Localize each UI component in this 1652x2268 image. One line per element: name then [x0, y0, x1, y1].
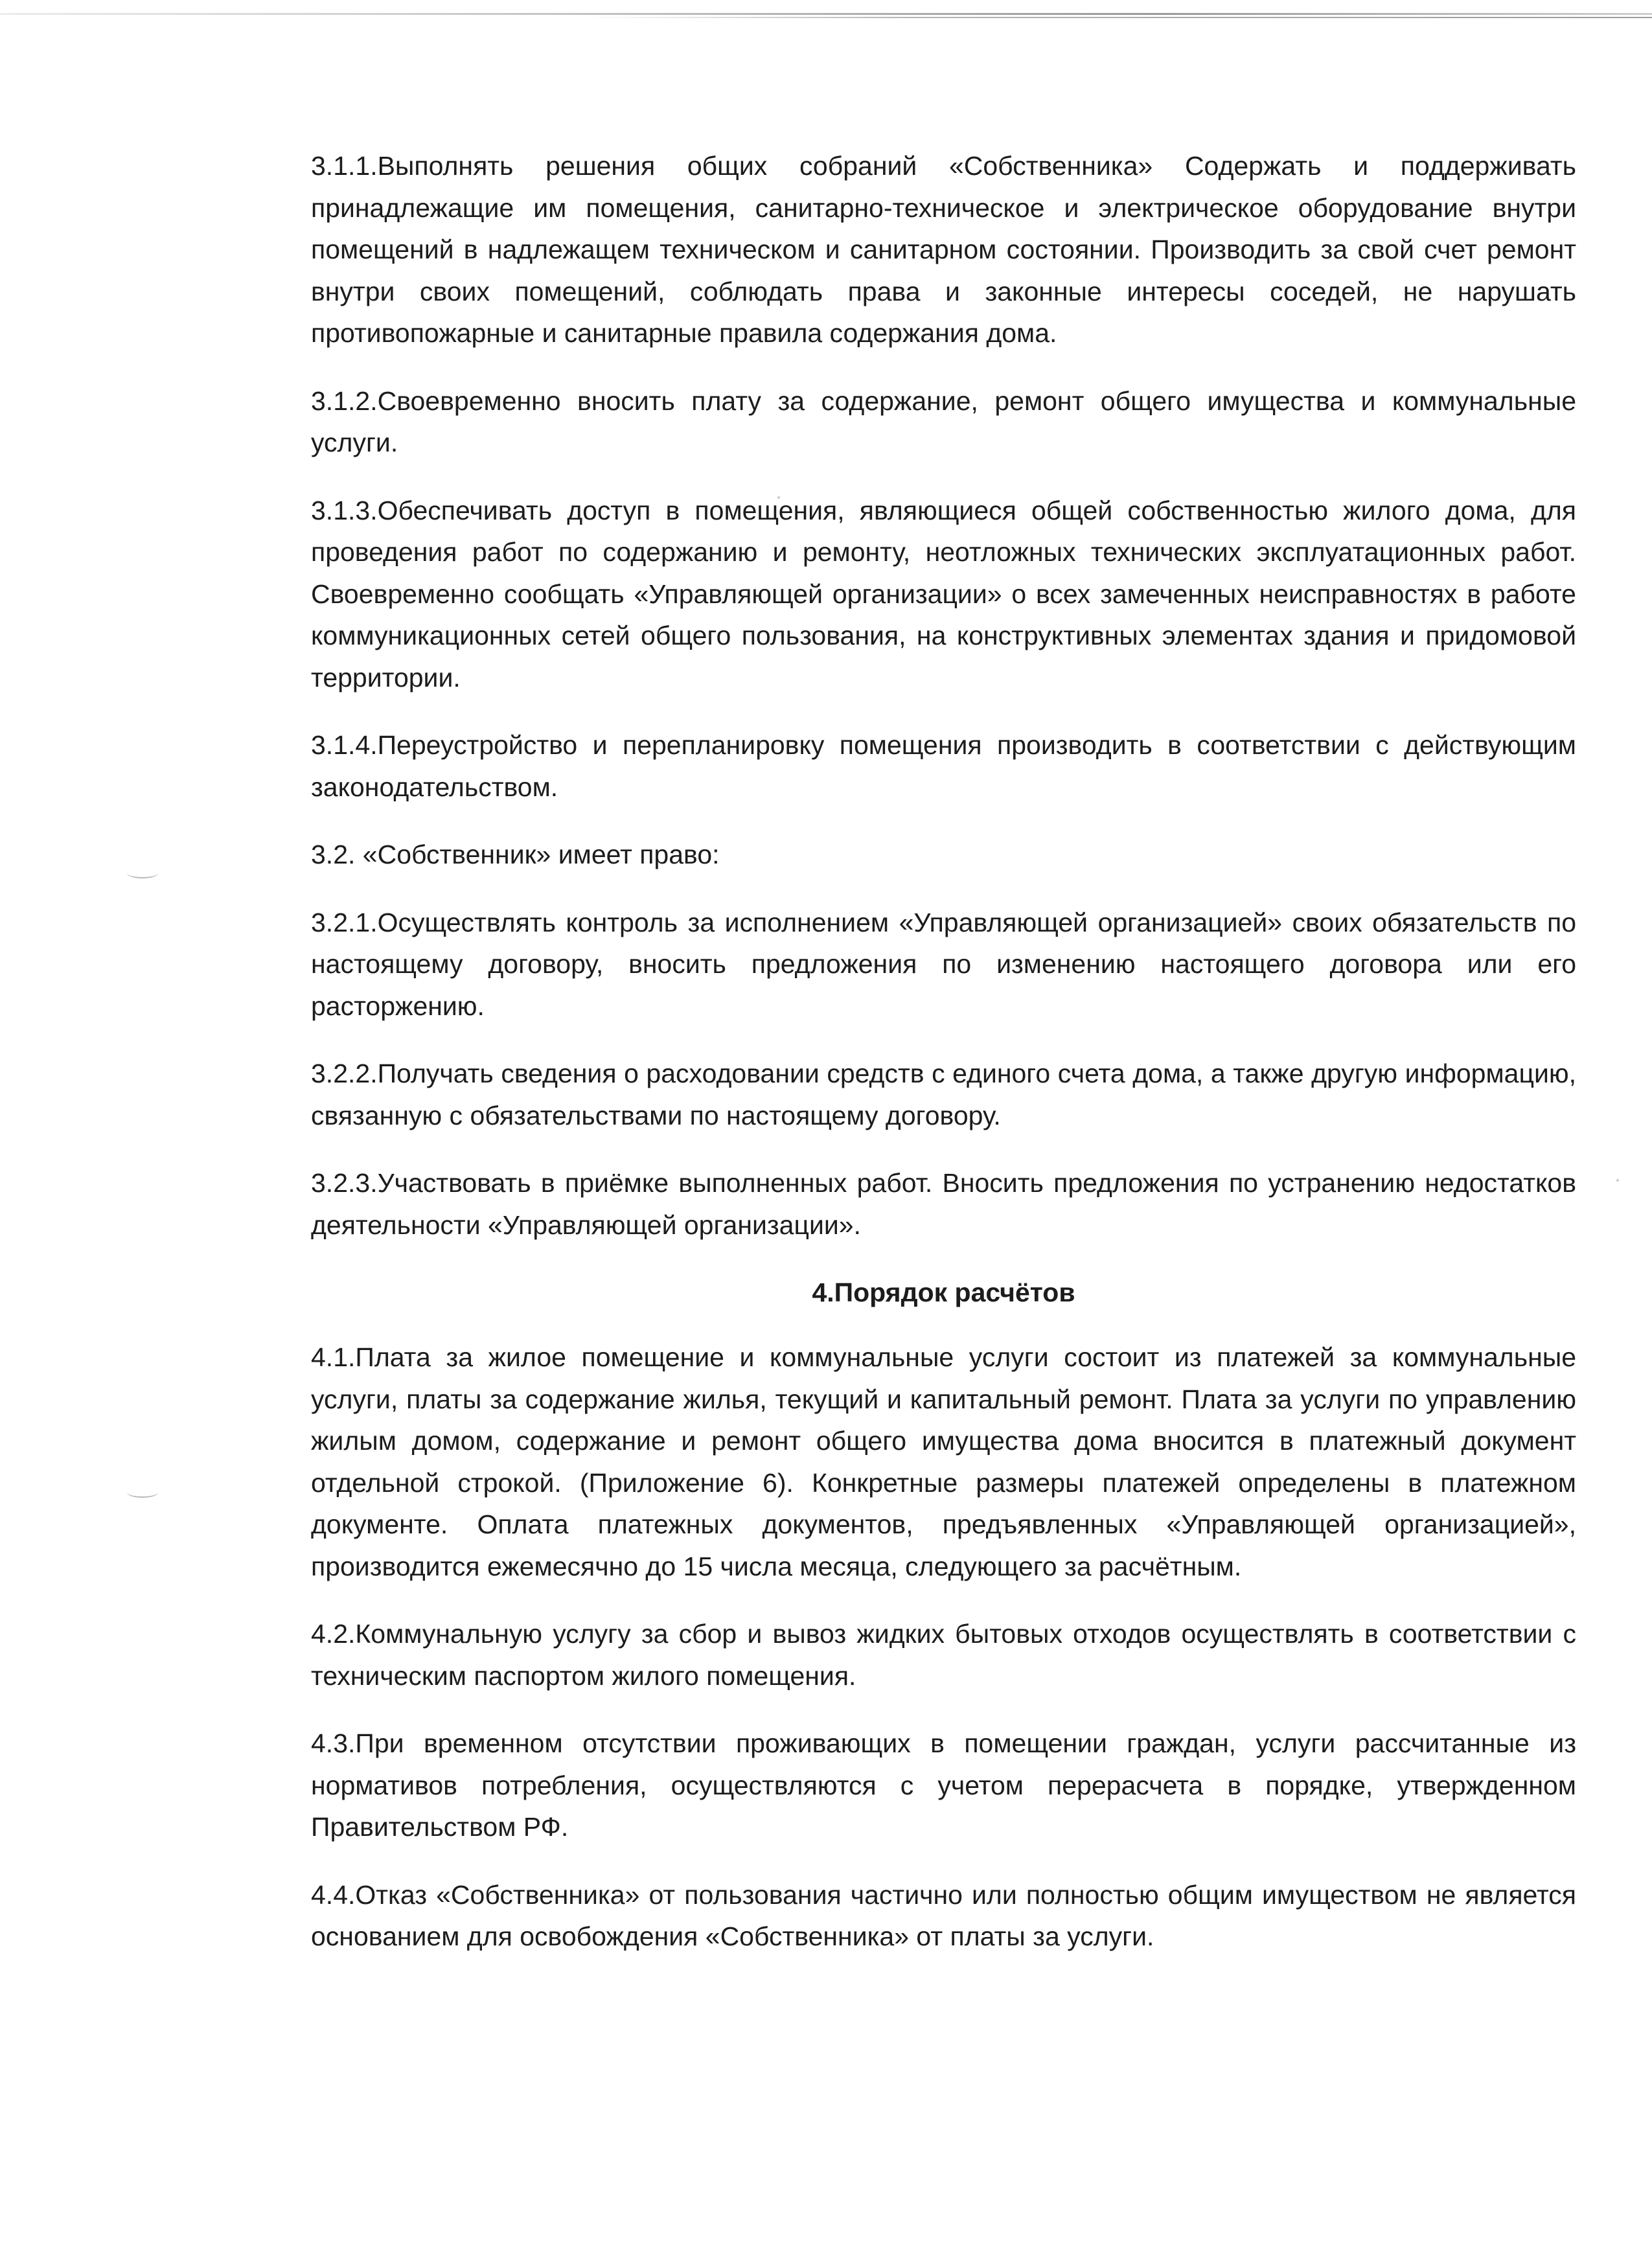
document-page	[311, 145, 1576, 1984]
paragraph-3-1-1: 3.1.1.Выполнять решения общих собраний «Собственника» Содержать и поддерживать принадлежащие им помещения, санитарно-техническое и электрическое оборудование внутри помещений в надлежащем техническом и санитарном состоянии. Производить за свой счет ремонт внутри своих помещений, соблюдать права и законные интересы соседей, не нарушать противопожарные и санитарные правила содержания дома.	[311, 151, 1576, 348]
paragraph-4-1: 4.1.Плата за жилое помещение и коммунальные услуги состоит из платежей за коммунальные услуги, платы за содержание жилья, текущий и капитальный ремонт. Плата за услуги по управлению жилым домом, содержание и ремонт общего имущества дома вносится в платежный документ отдельной строкой. (Приложение 6). Конкретные размеры платежей определены в платежном документе. Оплата платежных документов, предъявленных «Управляющей организацией», производится ежемесячно до 15 числа месяца, следующего за расчётным.	[311, 1342, 1576, 1581]
scan-speck	[1616, 1179, 1619, 1182]
paragraph-3-2: 3.2. «Собственник» имеет право:	[311, 840, 720, 869]
paragraph-3-2-1: 3.2.1.Осуществлять контроль за исполнением «Управляющей организацией» своих обязательств по настоящему договору, вносить предложения по изменению настоящего договора или его расторжению.	[311, 907, 1576, 1021]
paragraph-3-1-4: 3.1.4.Переустройство и перепланировку помещения производить в соответствии с действующим законодательством.	[311, 730, 1576, 802]
punch-hole-mark	[127, 1487, 158, 1498]
paragraph-4-2: 4.2.Коммунальную услугу за сбор и вывоз жидких бытовых отходов осуществлять в соответствии с техническим паспортом жилого помещения.	[311, 1619, 1576, 1691]
paragraph-3-2-2: 3.2.2.Получать сведения о расходовании средств с единого счета дома, а также другую информацию, связанную с обязательствами по настоящему договору.	[311, 1059, 1576, 1130]
scan-edge-line	[0, 13, 1652, 15]
paragraph-4-3: 4.3.При временном отсутствии проживающих в помещении граждан, услуги рассчитанные из нормативов потребления, осуществляются с учетом перерасчета в порядке, утвержденном Правительством РФ.	[311, 1728, 1576, 1842]
paragraph-4-4: 4.4.Отказ «Собственника» от пользования частично или полностью общим имуществом не является основанием для освобождения «Собственника» от платы за услуги.	[311, 1879, 1576, 1951]
paragraph-3-1-3: 3.1.3.Обеспечивать доступ в помещения, являющиеся общей собственностью жилого дома, для проведения работ по содержанию и ремонту, неотложных технических эксплуатационных работ. Своевременно сообщать «Управляющей организации» о всех замеченных неисправностях в работе коммуникационных сетей общего пользования, на конструктивных элементах здания и придомовой территории.	[311, 495, 1576, 693]
section-heading: 4.Порядок расчётов	[812, 1277, 1075, 1307]
scan-edge-line	[583, 17, 1652, 18]
paragraph-3-2-3: 3.2.3.Участвовать в приёмке выполненных работ. Вносить предложения по устранению недостатков деятельности «Управляющей организации».	[311, 1168, 1576, 1240]
paragraph-3-1-2: 3.1.2.Своевременно вносить плату за содержание, ремонт общего имущества и коммунальные услуги.	[311, 385, 1576, 457]
punch-hole-mark	[127, 868, 158, 878]
